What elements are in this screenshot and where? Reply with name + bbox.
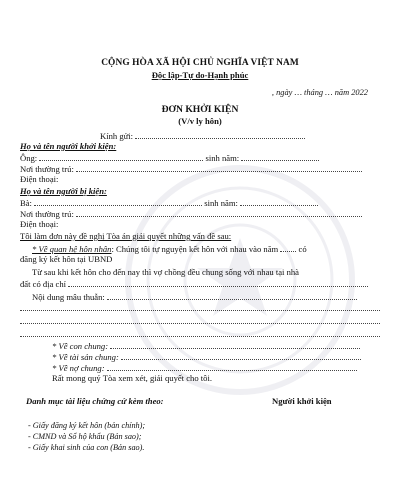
defendant-phone-row: Điện thoại: (20, 219, 59, 229)
request-intro: Tôi làm đơn này đề nghị Tòa án giải quyết những vấn đề sau: (20, 231, 232, 241)
cohabitation-text: Từ sau khi kết hôn cho đến nay thì vợ chồng đều chung sống với nhau tại nhà (32, 267, 299, 277)
signer-label: Người khởi kiện (272, 396, 332, 406)
plaintiff-address-row: Nơi thường trú: (20, 163, 380, 175)
closing-text: Rất mong quý Tòa xem xét, giải quyết cho tôi. (52, 373, 212, 383)
defendant-heading: Họ và tên người bị kiện: (20, 186, 107, 196)
conflict-line-1[interactable] (20, 309, 380, 311)
marriage-year-field[interactable] (280, 243, 296, 252)
evidence-item: - Giấy khai sinh của con (Bản sao). (28, 443, 145, 452)
recipient-field[interactable] (135, 130, 305, 139)
marriage-registration-row: đăng ký kết hôn tại UBND (20, 254, 113, 264)
conflict-row: Nội dung mâu thuẫn: (32, 291, 380, 303)
assets-row: * Về tài sản chung: (52, 351, 380, 363)
debts-row: * Về nợ chung: (52, 362, 380, 374)
document-title: ĐƠN KHỞI KIỆN (161, 104, 239, 115)
plaintiff-birth-field[interactable] (241, 152, 319, 161)
plaintiff-name-row: Ông: sinh năm: (20, 152, 380, 164)
plaintiff-heading: Họ và tên người khởi kiện: (20, 141, 117, 151)
document-subtitle: (V/v ly hôn) (178, 116, 222, 126)
nation-heading: CỘNG HÒA XÃ HỘI CHỦ NGHĨA VIỆT NAM (101, 58, 299, 68)
children-row: * Về con chung: (52, 340, 380, 352)
evidence-item: - CMND và Sổ hộ khẩu (Bản sao); (28, 432, 142, 441)
defendant-address-row: Nơi thường trú: (20, 208, 380, 220)
conflict-line-3[interactable] (20, 335, 380, 337)
evidence-item: - Giấy đăng ký kết hôn (bản chính); (28, 421, 146, 430)
motto-heading: Độc lập-Tự do-Hạnh phúc (151, 70, 249, 80)
defendant-name-field[interactable] (34, 197, 202, 206)
conflict-field[interactable] (107, 291, 357, 300)
conflict-line-2[interactable] (20, 322, 380, 324)
assets-field[interactable] (121, 351, 361, 360)
defendant-name-row: Bà: sinh năm: (20, 197, 380, 209)
children-field[interactable] (110, 340, 360, 349)
plaintiff-phone-row: Điện thoại: (20, 174, 59, 184)
defendant-birth-field[interactable] (240, 197, 318, 206)
plaintiff-address-field[interactable] (76, 163, 362, 172)
shared-address-field[interactable] (68, 278, 368, 287)
debts-field[interactable] (107, 362, 357, 371)
date-line: , ngày … tháng … năm 2022 (271, 88, 368, 97)
evidence-heading: Danh mục tài liệu chứng cứ kèm theo: (26, 396, 164, 406)
recipient-label: Kính gửi: (100, 131, 134, 141)
address-row: đất có địa chỉ (20, 278, 380, 290)
defendant-address-field[interactable] (76, 208, 362, 217)
plaintiff-name-field[interactable] (39, 152, 203, 161)
marriage-row: * Về quan hệ hôn nhân: Chúng tôi tự nguyện kết hôn với nhau vào năm có (32, 244, 307, 254)
